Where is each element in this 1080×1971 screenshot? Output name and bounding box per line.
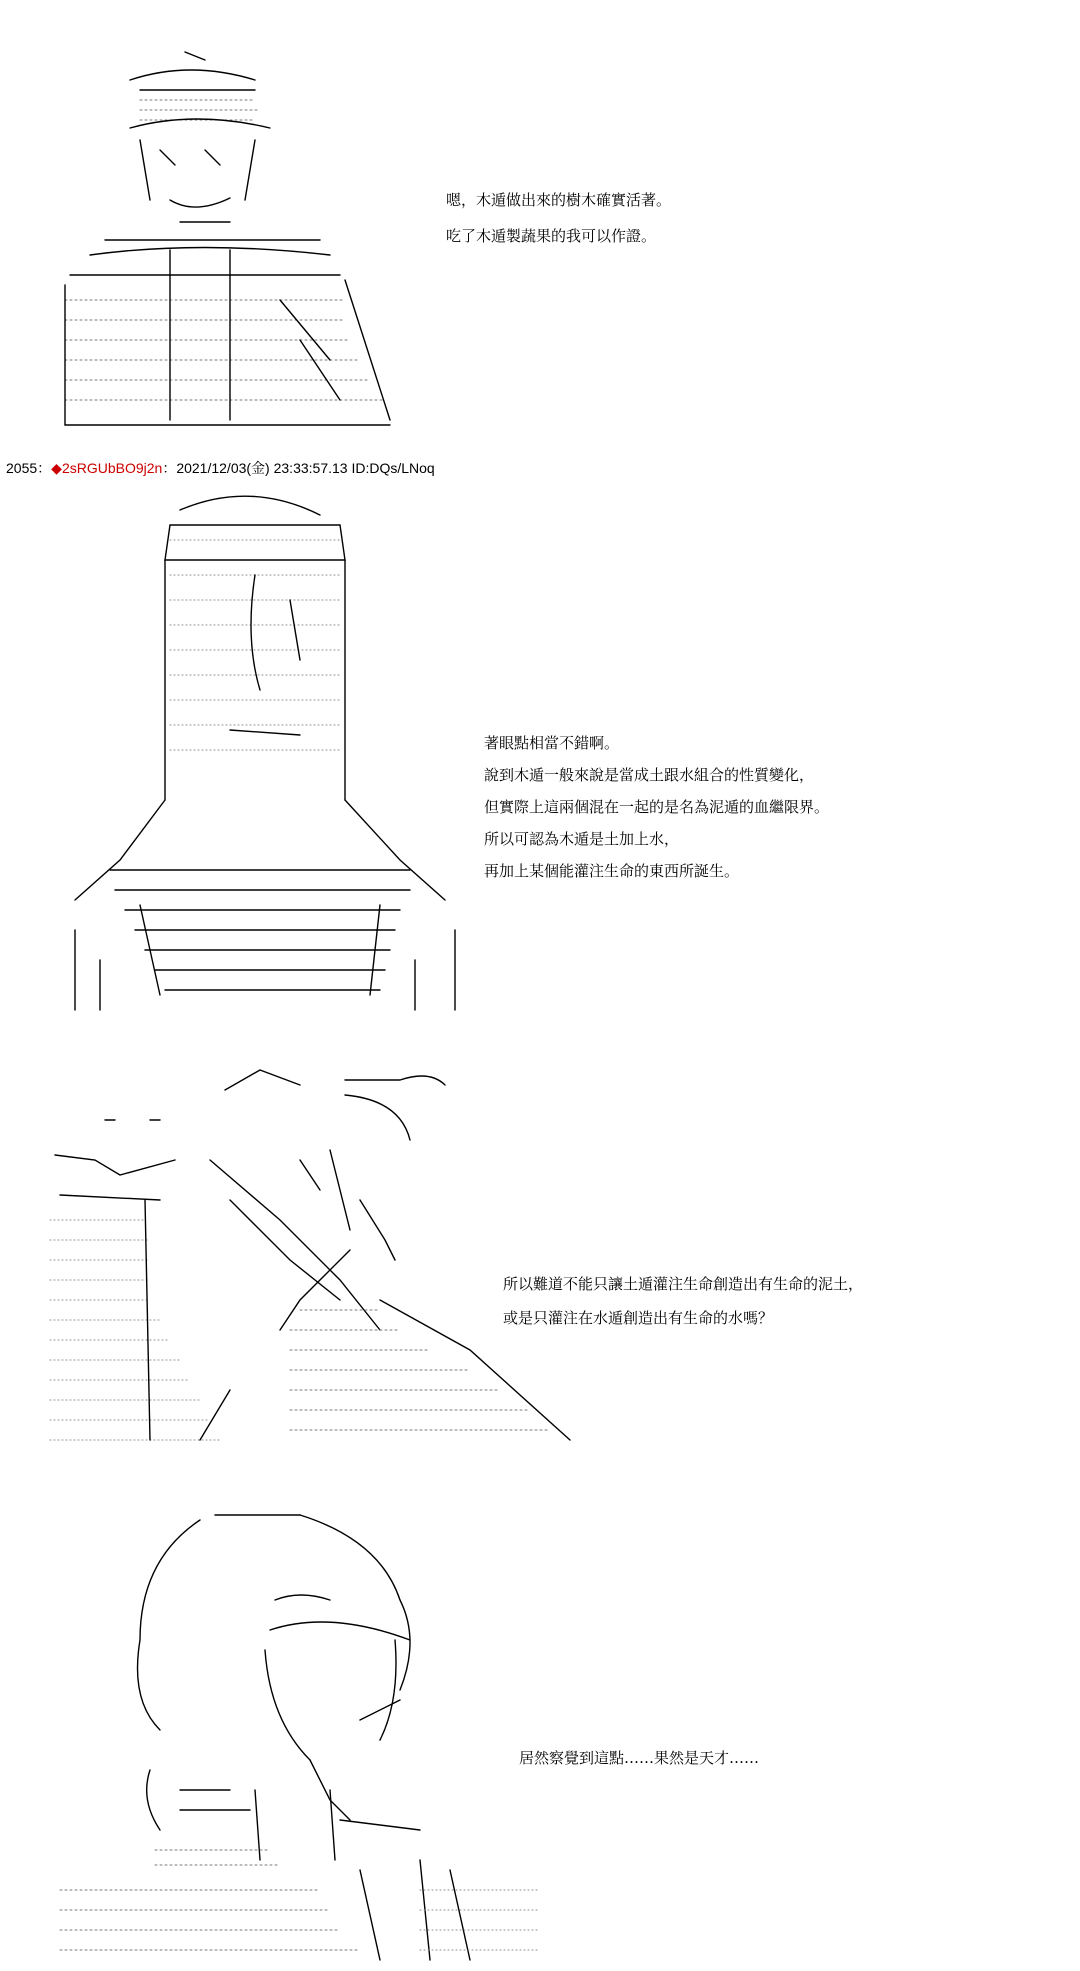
post-date-id: ：2021/12/03(金) 23:33:57.13 ID:DQs/LNoq bbox=[162, 460, 435, 476]
panel-2-dialogue bbox=[484, 733, 829, 881]
dialogue-line: 嗯，木遁做出來的樹木確實活著。 bbox=[446, 191, 672, 209]
dialogue-line: 說到木遁一般來說是當成土跟水組合的性質變化， bbox=[484, 766, 815, 784]
post-header bbox=[6, 459, 435, 477]
dialogue-line: 所以可認為木遁是土加上水， bbox=[484, 830, 680, 848]
art-panel-4-character bbox=[60, 1515, 540, 1960]
dialogue-line: 所以難道不能只讓土遁灌注生命創造出有生命的泥土， bbox=[503, 1275, 864, 1293]
dialogue-line: 再加上某個能灌注生命的東西所誕生。 bbox=[484, 862, 740, 880]
dialogue-line: 著眼點相當不錯啊。 bbox=[484, 734, 620, 752]
dialogue-line: 居然察覺到這點……果然是天才…… bbox=[519, 1749, 760, 1767]
dialogue-line: 或是只灌注在水遁創造出有生命的水嗎？ bbox=[503, 1309, 774, 1327]
dialogue-line: 吃了木遁製蔬果的我可以作證。 bbox=[446, 227, 657, 245]
post-tripcode: 2sRGUbBO9j2n bbox=[61, 460, 163, 476]
panel-1-dialogue bbox=[446, 190, 671, 246]
art-panel-2-character bbox=[75, 496, 455, 1010]
panel-4-dialogue bbox=[519, 1748, 759, 1768]
panel-3-dialogue bbox=[503, 1274, 863, 1328]
post-number[interactable]: 2055 bbox=[6, 460, 38, 476]
art-panel-3-scene bbox=[50, 1070, 570, 1440]
trip-diamond-icon: ◆ bbox=[51, 460, 62, 476]
dialogue-line: 但實際上這兩個混在一起的是名為泥遁的血繼限界。 bbox=[484, 798, 830, 816]
art-panel-1-character bbox=[65, 52, 390, 425]
post-separator: ： bbox=[37, 460, 52, 476]
